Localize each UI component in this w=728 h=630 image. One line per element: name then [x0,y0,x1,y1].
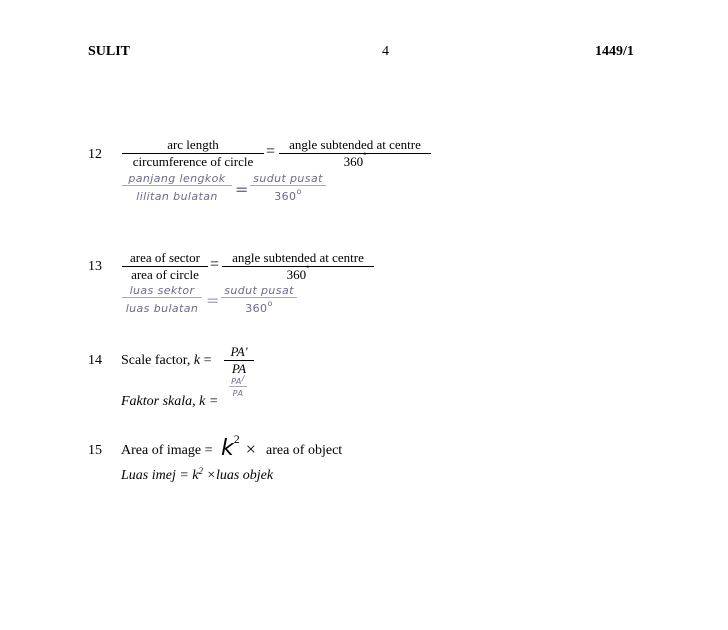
denominator [279,151,431,170]
numerator: angle subtended at centre [232,250,364,265]
formula-angle-fraction [222,250,374,283]
formula-panjang-lengkok-fraction [122,172,232,203]
formula-sudut-pusat-fraction [221,284,297,315]
formula-arc-length-fraction [122,137,264,170]
denominator [250,186,326,203]
equals-sign: = [206,291,220,310]
luas-imej-line [121,468,273,484]
degree-sign: o [296,187,302,196]
degree-sign: ° [363,151,367,160]
formula-sudut-pusat-fraction [250,172,326,203]
equals-sign: = [210,256,220,273]
denominator-value: 360 [343,154,364,169]
prime-mark: / [241,374,245,383]
denominator [221,298,297,315]
exponent: 2 [233,432,240,446]
k-symbol: k [221,436,234,461]
denominator: lilitan bulatan [136,190,218,203]
numerator: angle subtended at centre [289,137,421,152]
area-of-object-label: area of object [266,443,343,458]
denominator: PA [232,389,244,398]
header-left: SULIT [88,44,131,59]
area-of-image-label: Area of image = [121,443,213,458]
degree-sign: o [267,299,273,308]
formula-sector-fraction [122,250,208,283]
degree-sign: ° [306,264,310,273]
numerator: luas sektor [129,284,195,297]
denominator-value: 360 [286,267,307,282]
equals-sign: = [203,353,212,368]
times-sign: × [245,439,256,459]
denominator: luas bulatan [125,302,199,315]
denominator: circumference of circle [132,154,254,169]
k-squared-times [221,432,256,461]
scale-factor-line [121,353,212,369]
numerator: sudut pusat [224,284,294,297]
page-number: 4 [382,44,389,59]
formula-faktor-skala-fraction [229,374,247,398]
formula-scale-fraction [224,344,254,377]
denominator: PA [231,361,247,376]
item-number-15: 15 [88,443,102,458]
item-number-14: 14 [88,353,102,368]
numerator: arc length [167,137,219,152]
numerator: area of sector [129,250,200,265]
denominator: area of circle [131,267,199,282]
formula-luas-sektor-fraction [122,284,202,315]
numerator: PA' [230,344,248,359]
formula-angle-fraction [279,137,431,170]
exponent: 2 [198,466,203,476]
header-right: 1449/1 [595,44,634,59]
denominator-value: 360 [274,190,297,203]
equals-sign: = [235,180,249,199]
denominator [222,264,374,283]
numerator: sudut pusat [253,172,323,185]
item-number-12: 12 [88,147,102,162]
numerator-value: PA [231,377,242,386]
luas-objek-label: ×luas objek [206,468,274,483]
numerator: panjang lengkok [128,172,226,185]
denominator-value: 360 [245,302,268,315]
luas-imej-label: Luas imej = k [121,468,199,483]
k-symbol: k [193,353,201,368]
equals-sign: = [266,143,276,160]
scale-factor-label: Scale factor, [121,353,191,368]
item-number-13: 13 [88,259,102,274]
faktor-skala-label: Faktor skala, k = [121,394,219,409]
numerator [229,374,247,386]
